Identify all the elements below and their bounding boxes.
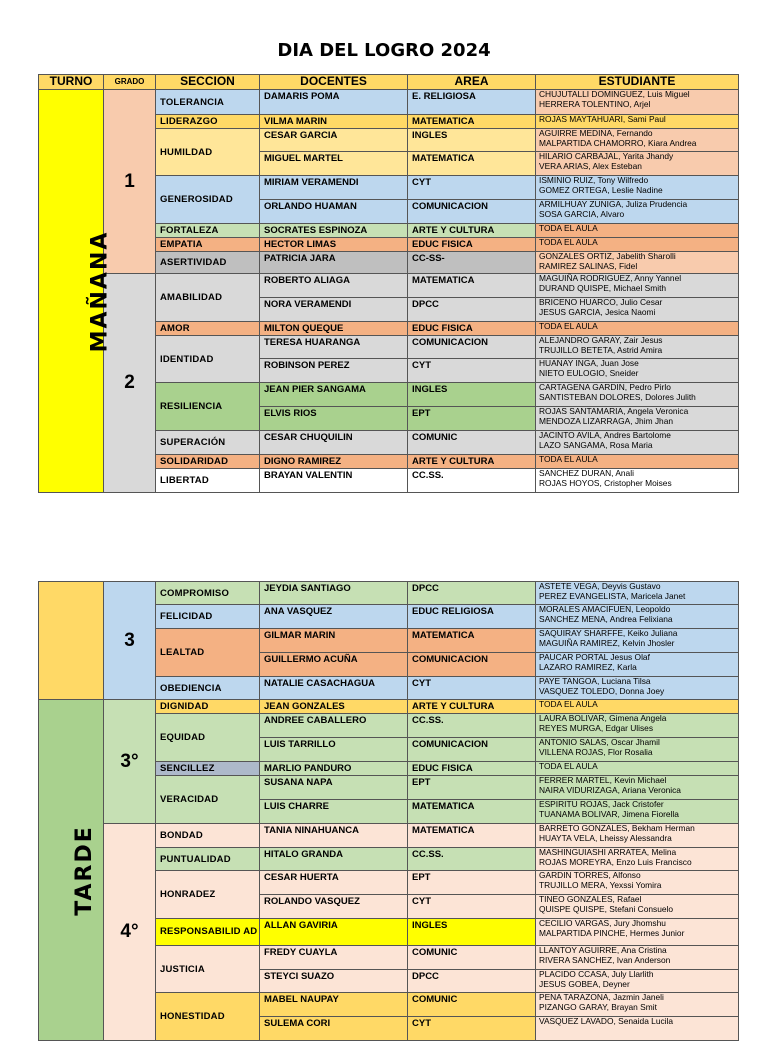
estudiante-cell xyxy=(536,115,739,129)
area-cell: COMUNICACION xyxy=(408,653,536,677)
student-name: PAYE TANGOA, Luciana Tilsa xyxy=(539,676,651,686)
student-name: ESPIRITU ROJAS, Jack Cristofer xyxy=(539,799,664,809)
seccion-cell: TOLERANCIA xyxy=(156,90,260,115)
student-name: LLANTOY AGUIRRE, Ana Cristina xyxy=(539,945,667,955)
area-cell: MATEMATICA xyxy=(408,115,536,129)
student-name: NIETO EULOGIO, Sneider xyxy=(539,367,639,378)
student-name: QUISPE QUISPE, Stefani Consuelo xyxy=(539,903,674,914)
docente-cell: SUSANA NAPA xyxy=(260,776,408,800)
estudiante-cell xyxy=(536,993,739,1017)
student-name: TODA EL AULA xyxy=(539,699,598,709)
docente-cell: ROBERTO ALIAGA xyxy=(260,274,408,298)
seccion-cell: LIDERAZGO xyxy=(156,115,260,129)
grade-cell: 4° xyxy=(104,824,156,1041)
header-estudiante: ESTUDIANTE xyxy=(536,75,739,90)
seccion-cell: LEALTAD xyxy=(156,629,260,677)
estudiante-cell xyxy=(536,895,739,919)
seccion-cell: SOLIDARIDAD xyxy=(156,455,260,469)
student-name: TINEO GONZALES, Rafael xyxy=(539,894,642,904)
student-name: VILLENA ROJAS, Flor Rosalia xyxy=(539,746,653,757)
docente-cell: FREDY CUAYLA xyxy=(260,946,408,970)
student-name: TODA EL AULA xyxy=(539,223,598,233)
estudiante-cell xyxy=(536,946,739,970)
student-name: LAZARO RAMIREZ, Karla xyxy=(539,661,637,672)
estudiante-cell xyxy=(536,252,739,274)
area-cell: DPCC xyxy=(408,582,536,605)
estudiante-cell xyxy=(536,298,739,322)
student-name: ARMILHUAY ZUNIGA, Juliza Prudencia xyxy=(539,199,688,209)
student-name: ASTETE VEGA, Deyvis Gustavo xyxy=(539,581,661,591)
student-name: TODA EL AULA xyxy=(539,321,598,331)
student-name: GARDIN TORRES, Alfonso xyxy=(539,870,641,880)
area-cell: ARTE Y CULTURA xyxy=(408,455,536,469)
seccion-cell: HUMILDAD xyxy=(156,129,260,176)
docente-cell: GUILLERMO ACUÑA xyxy=(260,653,408,677)
seccion-cell: RESPONSABILID AD xyxy=(156,919,260,946)
student-name: RAMIREZ SALINAS, Fidel xyxy=(539,260,638,271)
student-name: JACINTO AVILA, Andres Bartolome xyxy=(539,430,671,440)
area-cell: CYT xyxy=(408,677,536,700)
student-name: LAZO SANGAMA, Rosa Maria xyxy=(539,439,653,450)
docente-cell: DAMARIS POMA xyxy=(260,90,408,115)
student-name: PENA TARAZONA, Jazmin Janeli xyxy=(539,992,664,1002)
seccion-cell: JUSTICIA xyxy=(156,946,260,993)
estudiante-cell xyxy=(536,469,739,493)
student-name: TRUJILLO BETETA, Astrid Amira xyxy=(539,344,663,355)
student-name: DURAND QUISPE, Michael Smith xyxy=(539,282,667,293)
docente-cell: DIGNO RAMIREZ xyxy=(260,455,408,469)
student-name: MORALES AMACIFUEN, Leopoldo xyxy=(539,604,671,614)
student-name: MALPARTIDA PINCHE, Hermes Junior xyxy=(539,927,685,938)
area-cell: CC.SS. xyxy=(408,714,536,738)
docente-cell: SULEMA CORI xyxy=(260,1017,408,1041)
docente-cell: ANDREE CABALLERO xyxy=(260,714,408,738)
area-cell: CYT xyxy=(408,176,536,200)
student-name: ROJAS MAYTAHUARI, Sami Paul xyxy=(539,114,666,124)
estudiante-cell xyxy=(536,800,739,824)
area-cell: INGLES xyxy=(408,383,536,407)
grade-cell: 3° xyxy=(104,700,156,824)
area-cell: COMUNIC xyxy=(408,431,536,455)
estudiante-cell xyxy=(536,176,739,200)
student-name: SANCHEZ MENA, Andrea Felixiana xyxy=(539,613,673,624)
seccion-cell: GENEROSIDAD xyxy=(156,176,260,224)
student-name: ANTONIO SALAS, Oscar Jhamil xyxy=(539,737,660,747)
student-name: BRICENO HUARCO, Julio Cesar xyxy=(539,297,663,307)
student-name: NAIRA VIDURIZAGA, Ariana Veronica xyxy=(539,784,681,795)
area-cell: INGLES xyxy=(408,129,536,152)
docente-cell: NORA VERAMENDI xyxy=(260,298,408,322)
student-name: GONZALES ORTIZ, Jabelith Sharolli xyxy=(539,251,676,261)
seccion-cell: FELICIDAD xyxy=(156,605,260,629)
docente-cell: ROBINSON PEREZ xyxy=(260,359,408,383)
grade-cell: 1 xyxy=(104,90,156,274)
estudiante-cell xyxy=(536,152,739,176)
morning-table xyxy=(38,74,739,493)
seccion-cell: OBEDIENCIA xyxy=(156,677,260,700)
student-name: ROJAS SANTAMARIA, Angela Veronica xyxy=(539,406,689,416)
seccion-cell: AMABILIDAD xyxy=(156,274,260,322)
student-name: SANCHEZ DURAN, Anali xyxy=(539,468,634,478)
seccion-cell: DIGNIDAD xyxy=(156,700,260,714)
estudiante-cell xyxy=(536,455,739,469)
docente-cell: JEAN PIER SANGAMA xyxy=(260,383,408,407)
student-name: HUANAY INGA, Juan Jose xyxy=(539,358,639,368)
seccion-cell: EMPATIA xyxy=(156,238,260,252)
area-cell: CC-SS- xyxy=(408,252,536,274)
student-name: SAQUIRAY SHARFFE, Keiko Juliana xyxy=(539,628,678,638)
student-name: RIVERA SANCHEZ, Ivan Anderson xyxy=(539,954,671,965)
student-name: HUAYTA VELA, Lheissy Alessandra xyxy=(539,832,672,843)
docente-cell: VILMA MARIN xyxy=(260,115,408,129)
docente-cell: JEAN GONZALES xyxy=(260,700,408,714)
area-cell: EPT xyxy=(408,407,536,431)
docente-cell: LUIS TARRILLO xyxy=(260,738,408,762)
docente-cell: MILTON QUEQUE xyxy=(260,322,408,336)
turno-tarde-cell xyxy=(39,700,104,1041)
docente-cell: MABEL NAUPAY xyxy=(260,993,408,1017)
estudiante-cell xyxy=(536,824,739,848)
area-cell: EDUC FISICA xyxy=(408,238,536,252)
area-cell: MATEMATICA xyxy=(408,152,536,176)
estudiante-cell xyxy=(536,274,739,298)
docente-cell: TANIA NINAHUANCA xyxy=(260,824,408,848)
docente-cell: ORLANDO HUAMAN xyxy=(260,200,408,224)
student-name: TODA EL AULA xyxy=(539,237,598,247)
turno-label: TARDE xyxy=(71,824,97,916)
area-cell: DPCC xyxy=(408,298,536,322)
estudiante-cell xyxy=(536,629,739,653)
student-name: PAUCAR PORTAL Jesus Olaf xyxy=(539,652,650,662)
header-turno: TURNO xyxy=(39,75,104,90)
docente-cell: CESAR GARCIA xyxy=(260,129,408,152)
student-name: VERA ARIAS, Alex Esteban xyxy=(539,160,642,171)
student-name: ALEJANDRO GARAY, Zair Jesus xyxy=(539,335,663,345)
student-name: PEREZ EVANGELISTA, Maricela Janet xyxy=(539,590,686,601)
estudiante-cell xyxy=(536,224,739,238)
student-name: CHUJUTALLI DOMINGUEZ, Luis Miguel xyxy=(539,89,690,99)
seccion-cell: SUPERACIÓN xyxy=(156,431,260,455)
student-name: TODA EL AULA xyxy=(539,454,598,464)
student-name: JESUS GARCIA, Jesica Naomi xyxy=(539,306,656,317)
docente-cell: MIGUEL MARTEL xyxy=(260,152,408,176)
area-cell: CYT xyxy=(408,1017,536,1041)
estudiante-cell xyxy=(536,714,739,738)
estudiante-cell xyxy=(536,359,739,383)
area-cell: INGLES xyxy=(408,919,536,946)
docente-cell: NATALIE CASACHAGUA xyxy=(260,677,408,700)
area-cell: ARTE Y CULTURA xyxy=(408,224,536,238)
student-name: HERRERA TOLENTINO, Arjel xyxy=(539,98,651,109)
student-name: MAGUIÑA RAMIREZ, Kelvin Jhosler xyxy=(539,637,675,648)
seccion-cell: ASERTIVIDAD xyxy=(156,252,260,274)
student-name: SANTISTEBAN DOLORES, Dolores Julith xyxy=(539,391,696,402)
student-name: TODA EL AULA xyxy=(539,761,598,771)
student-name: VASQUEZ TOLEDO, Donna Joey xyxy=(539,685,665,696)
estudiante-cell xyxy=(536,970,739,993)
seccion-cell: HONRADEZ xyxy=(156,871,260,919)
student-name: MAGUIÑA RODRIGUEZ, Anny Yannel xyxy=(539,273,682,283)
estudiante-cell xyxy=(536,871,739,895)
student-name: AGUIRRE MEDINA, Fernando xyxy=(539,128,653,138)
student-name: FERRER MARTEL, Kevin Michael xyxy=(539,775,667,785)
docente-cell: ROLANDO VASQUEZ xyxy=(260,895,408,919)
area-cell: DPCC xyxy=(408,970,536,993)
estudiante-cell xyxy=(536,653,739,677)
grade-cell: 2 xyxy=(104,274,156,493)
docente-cell: STEYCI SUAZO xyxy=(260,970,408,993)
area-cell: EPT xyxy=(408,776,536,800)
estudiante-cell xyxy=(536,336,739,359)
seccion-cell: LIBERTAD xyxy=(156,469,260,493)
area-cell: CC.SS. xyxy=(408,469,536,493)
estudiante-cell xyxy=(536,322,739,336)
seccion-cell: BONDAD xyxy=(156,824,260,848)
turno-label: MAÑANA xyxy=(87,230,113,352)
header-area: AREA xyxy=(408,75,536,90)
docente-cell: TERESA HUARANGA xyxy=(260,336,408,359)
docente-cell: HITALO GRANDA xyxy=(260,848,408,871)
student-name: TUANAMA BOLIVAR, Jimena Fiorella xyxy=(539,808,679,819)
seccion-cell: PUNTUALIDAD xyxy=(156,848,260,871)
seccion-cell: IDENTIDAD xyxy=(156,336,260,383)
estudiante-cell xyxy=(536,200,739,224)
docente-cell: GILMAR MARIN xyxy=(260,629,408,653)
docente-cell: MARLIO PANDURO xyxy=(260,762,408,776)
seccion-cell: AMOR xyxy=(156,322,260,336)
estudiante-cell xyxy=(536,919,739,946)
estudiante-cell xyxy=(536,1017,739,1041)
area-cell: COMUNIC xyxy=(408,993,536,1017)
estudiante-cell xyxy=(536,776,739,800)
seccion-cell: HONESTIDAD xyxy=(156,993,260,1041)
docente-cell: ALLAN GAVIRIA xyxy=(260,919,408,946)
student-name: REYES MURGA, Edgar Ulises xyxy=(539,722,654,733)
docente-cell: PATRICIA JARA xyxy=(260,252,408,274)
estudiante-cell xyxy=(536,90,739,115)
student-name: ROJAS MOREYRA, Enzo Luis Francisco xyxy=(539,856,692,867)
student-name: TRUJILLO MERA, Yexssi Yomira xyxy=(539,879,662,890)
seccion-cell: SENCILLEZ xyxy=(156,762,260,776)
area-cell: EDUC FISICA xyxy=(408,322,536,336)
estudiante-cell xyxy=(536,383,739,407)
area-cell: MATEMATICA xyxy=(408,274,536,298)
area-cell: EDUC FISICA xyxy=(408,762,536,776)
estudiante-cell xyxy=(536,605,739,629)
header-grado: GRADO xyxy=(104,75,156,90)
estudiante-cell xyxy=(536,238,739,252)
estudiante-cell xyxy=(536,129,739,152)
estudiante-cell xyxy=(536,848,739,871)
student-name: CECILIO VARGAS, Jury Jhomshu xyxy=(539,918,666,928)
student-name: GOMEZ ORTEGA, Leslie Nadine xyxy=(539,184,663,195)
docente-cell: JEYDIA SANTIAGO xyxy=(260,582,408,605)
estudiante-cell xyxy=(536,582,739,605)
docente-cell: SOCRATES ESPINOZA xyxy=(260,224,408,238)
docente-cell: HECTOR LIMAS xyxy=(260,238,408,252)
student-name: VASQUEZ LAVADO, Senaida Lucila xyxy=(539,1016,674,1026)
docente-cell: CESAR HUERTA xyxy=(260,871,408,895)
area-cell: EDUC RELIGIOSA xyxy=(408,605,536,629)
seccion-cell: FORTALEZA xyxy=(156,224,260,238)
docente-cell: ANA VASQUEZ xyxy=(260,605,408,629)
student-name: MALPARTIDA CHAMORRO, Kiara Andrea xyxy=(539,137,697,148)
estudiante-cell xyxy=(536,762,739,776)
grade-cell: 3 xyxy=(104,582,156,700)
student-name: LAURA BOLIVAR, Gimena Angela xyxy=(539,713,667,723)
area-cell: CYT xyxy=(408,359,536,383)
student-name: ROJAS HOYOS, Cristopher Moises xyxy=(539,477,672,488)
document-title: DIA DEL LOGRO 2024 xyxy=(277,40,491,61)
area-cell: CC.SS. xyxy=(408,848,536,871)
area-cell: COMUNICACION xyxy=(408,336,536,359)
estudiante-cell xyxy=(536,700,739,714)
area-cell: MATEMATICA xyxy=(408,800,536,824)
student-name: ISMINIO RUIZ, Tony Wilfredo xyxy=(539,175,649,185)
area-cell: E. RELIGIOSA xyxy=(408,90,536,115)
docente-cell: LUIS CHARRE xyxy=(260,800,408,824)
area-cell: COMUNIC xyxy=(408,946,536,970)
docente-cell: MIRIAM VERAMENDI xyxy=(260,176,408,200)
student-name: PIZANGO GARAY, Brayan Smit xyxy=(539,1001,657,1012)
student-name: PLACIDO CCASA, July Llarlith xyxy=(539,969,654,979)
docente-cell: CESAR CHUQUILIN xyxy=(260,431,408,455)
estudiante-cell xyxy=(536,677,739,700)
student-name: BARRETO GONZALES, Bekham Herman xyxy=(539,823,695,833)
student-name: MASHINGUIASHI ARRATEA, Melina xyxy=(539,847,677,857)
student-name: SOSA GARCIA, Alvaro xyxy=(539,208,625,219)
estudiante-cell xyxy=(536,407,739,431)
estudiante-cell xyxy=(536,738,739,762)
estudiante-cell xyxy=(536,431,739,455)
header-seccion: SECCION xyxy=(156,75,260,90)
student-name: HILARIO CARBAJAL, Yarita Jhandy xyxy=(539,151,674,161)
docente-cell: BRAYAN VALENTIN xyxy=(260,469,408,493)
header-docentes: DOCENTES xyxy=(260,75,408,90)
area-cell: ARTE Y CULTURA xyxy=(408,700,536,714)
turno-manana-cell xyxy=(39,90,113,493)
turno-empty-cell xyxy=(39,582,104,700)
area-cell: MATEMATICA xyxy=(408,824,536,848)
seccion-cell: COMPROMISO xyxy=(156,582,260,605)
seccion-cell: RESILIENCIA xyxy=(156,383,260,431)
area-cell: EPT xyxy=(408,871,536,895)
area-cell: COMUNICACION xyxy=(408,738,536,762)
area-cell: MATEMATICA xyxy=(408,629,536,653)
student-name: CARTAGENA GARDIN, Pedro Pirlo xyxy=(539,382,671,392)
docente-cell: ELVIS RIOS xyxy=(260,407,408,431)
student-name: MENDOZA LIZARRAGA, Jhim Jhan xyxy=(539,415,674,426)
seccion-cell: VERACIDAD xyxy=(156,776,260,824)
afternoon-table xyxy=(38,581,739,1041)
area-cell: COMUNICACION xyxy=(408,200,536,224)
seccion-cell: EQUIDAD xyxy=(156,714,260,762)
student-name: JESUS GOBEA, Deyner xyxy=(539,978,630,989)
area-cell: CYT xyxy=(408,895,536,919)
